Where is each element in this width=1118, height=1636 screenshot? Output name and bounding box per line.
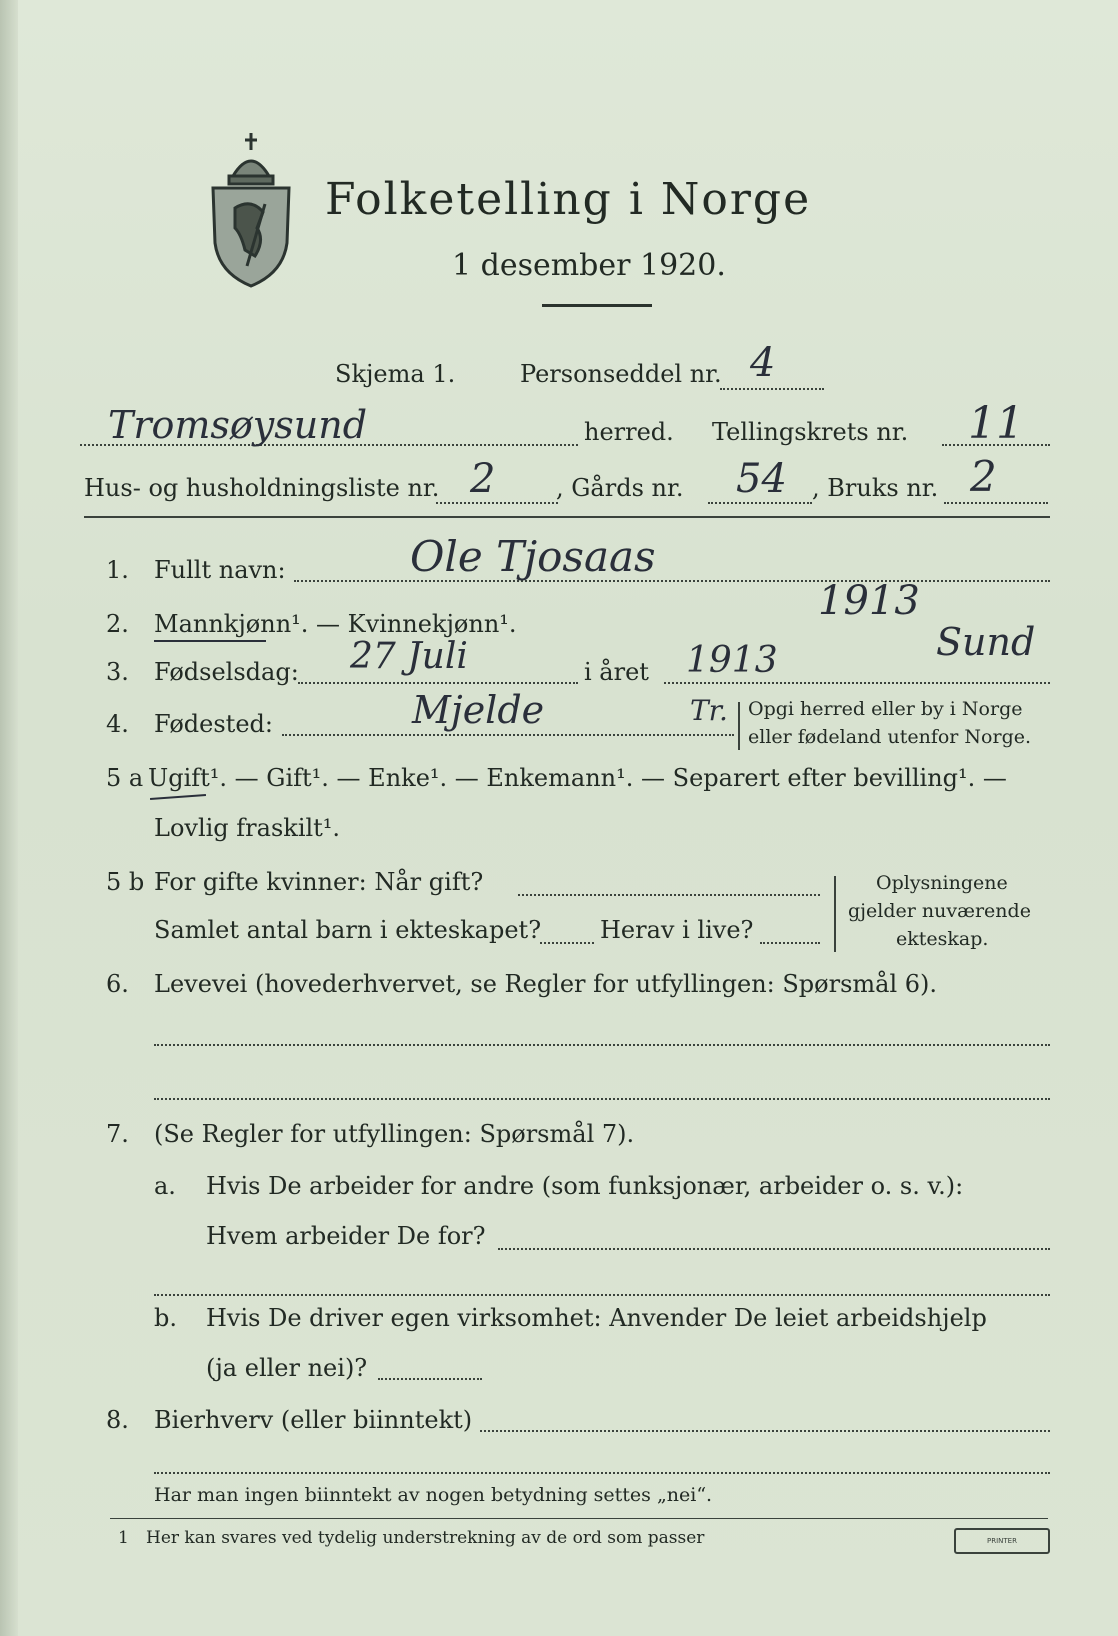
printer-stamp: PRINTER	[954, 1528, 1050, 1554]
q7-number: 7.	[106, 1120, 129, 1148]
q6-number: 6.	[106, 970, 129, 998]
krets-value: 11	[968, 398, 1024, 449]
q2-number: 2.	[106, 610, 129, 638]
personseddel-dotline	[720, 388, 824, 390]
q5b-note3: ekteskap.	[896, 928, 989, 950]
q6-dotline-1	[154, 1044, 1050, 1046]
q5b-number: 5 b	[106, 868, 145, 896]
q4-note-line1: Opgi herred eller by i Norge	[748, 698, 1023, 720]
q4-note-brace	[738, 702, 740, 750]
q4-dotline	[282, 734, 734, 736]
q3-year-dotline	[664, 682, 1050, 684]
q1-label: Fullt navn:	[154, 556, 286, 584]
q3-value: 27 Juli	[350, 636, 468, 677]
q3-dotline	[298, 682, 578, 684]
q5b-note2: gjelder nuværende	[848, 900, 1031, 922]
liste-dotline	[436, 502, 558, 504]
q4-note-line2: eller fødeland utenfor Norge.	[748, 726, 1032, 748]
q8-note: Har man ingen biinntekt av nogen betydning settes „nei“.	[154, 1484, 713, 1506]
q5a-number: 5 a	[106, 764, 144, 792]
q7b-line1: Hvis De driver egen virksomhet: Anvender De leiet arbeidshjelp	[206, 1304, 987, 1332]
q5b-live-dotline	[760, 942, 820, 944]
q8-number: 8.	[106, 1406, 129, 1434]
form-date: 1 desember 1920.	[452, 248, 726, 283]
q2-underline	[154, 640, 266, 642]
q5b-gift-dotline	[518, 894, 820, 896]
q5b-note1: Oplysningene	[876, 872, 1008, 894]
q7a-dotline-2	[154, 1294, 1050, 1296]
q7a-line1: Hvis De arbeider for andre (som funksjonær, arbeider o. s. v.):	[206, 1172, 964, 1200]
q8-label: Bierhverv (eller biinntekt)	[154, 1406, 473, 1434]
q5a-underline	[150, 794, 206, 800]
q7b-line2: (ja eller nei)?	[206, 1354, 368, 1382]
q1-number: 1.	[106, 556, 129, 584]
q5b-note-brace	[834, 876, 836, 952]
q4-value: Mjelde	[412, 688, 545, 732]
q7a-line2: Hvem arbeider De for?	[206, 1222, 486, 1250]
q7a-number: a.	[154, 1172, 176, 1200]
herred-value: Tromsøysund	[108, 403, 368, 447]
title-rule	[542, 304, 652, 307]
q1-value: Ole Tjosaas	[410, 532, 656, 581]
q7-label: (Se Regler for utfyllingen: Spørsmål 7).	[154, 1120, 635, 1148]
footnote-text: Her kan svares ved tydelig understrekning av de ord som passer	[146, 1528, 705, 1548]
krets-label: Tellingskrets nr.	[712, 418, 909, 446]
personseddel-label: Personseddel nr.	[520, 360, 722, 388]
q4-extra: Tr.	[690, 694, 728, 727]
form-title: Folketelling i Norge	[325, 174, 812, 225]
q3-extra: Sund	[936, 620, 1036, 664]
gards-value: 54	[736, 456, 787, 502]
q4-number: 4.	[106, 710, 129, 738]
footnote-mark: 1	[118, 1528, 129, 1548]
header-rule	[84, 516, 1050, 518]
q3-number: 3.	[106, 658, 129, 686]
gards-label: , Gårds nr.	[556, 474, 684, 502]
q7a-dotline-1	[498, 1248, 1050, 1250]
q2-label: Mannkjønn¹. — Kvinnekjønn¹.	[154, 610, 517, 638]
q3-label: Fødselsdag:	[154, 658, 299, 686]
q8-dotline-2	[154, 1472, 1050, 1474]
q5b-line1: For gifte kvinner: Når gift?	[154, 868, 484, 896]
q3-year-value: 1913	[686, 640, 778, 681]
liste-value: 2	[470, 456, 496, 502]
q5a-line1: Ugift¹. — Gift¹. — Enke¹. — Enkemann¹. — Separert efter bevilling¹. —	[148, 764, 1007, 792]
q5b-barn-dotline	[540, 942, 594, 944]
gards-dotline	[708, 502, 812, 504]
personseddel-value: 4	[750, 340, 776, 386]
bruks-label: , Bruks nr.	[812, 474, 939, 502]
q8-dotline-1	[480, 1430, 1050, 1432]
bruks-value: 2	[970, 452, 997, 501]
q3-year-label: i året	[584, 658, 649, 686]
bruks-dotline	[944, 502, 1048, 504]
q7b-number: b.	[154, 1304, 177, 1332]
q6-label: Levevei (hovederhvervet, se Regler for utfyllingen: Spørsmål 6).	[154, 970, 938, 998]
q5a-line2: Lovlig fraskilt¹.	[154, 814, 341, 842]
coat-of-arms-icon	[205, 128, 297, 288]
q6-dotline-2	[154, 1098, 1050, 1100]
schema-label: Skjema 1.	[335, 360, 456, 388]
footnote-rule	[110, 1518, 1048, 1519]
q5b-line2a: Samlet antal barn i ekteskapet?	[154, 916, 542, 944]
q1-dotline	[294, 580, 1050, 582]
q7b-dotline	[378, 1378, 482, 1380]
q5b-line2b: Herav i live?	[600, 916, 754, 944]
q2-annotation: 1913	[818, 578, 920, 624]
liste-label: Hus- og husholdningsliste nr.	[84, 474, 440, 502]
q4-label: Fødested:	[154, 710, 273, 738]
paper-edge	[0, 0, 18, 1636]
herred-label: herred.	[584, 418, 674, 446]
